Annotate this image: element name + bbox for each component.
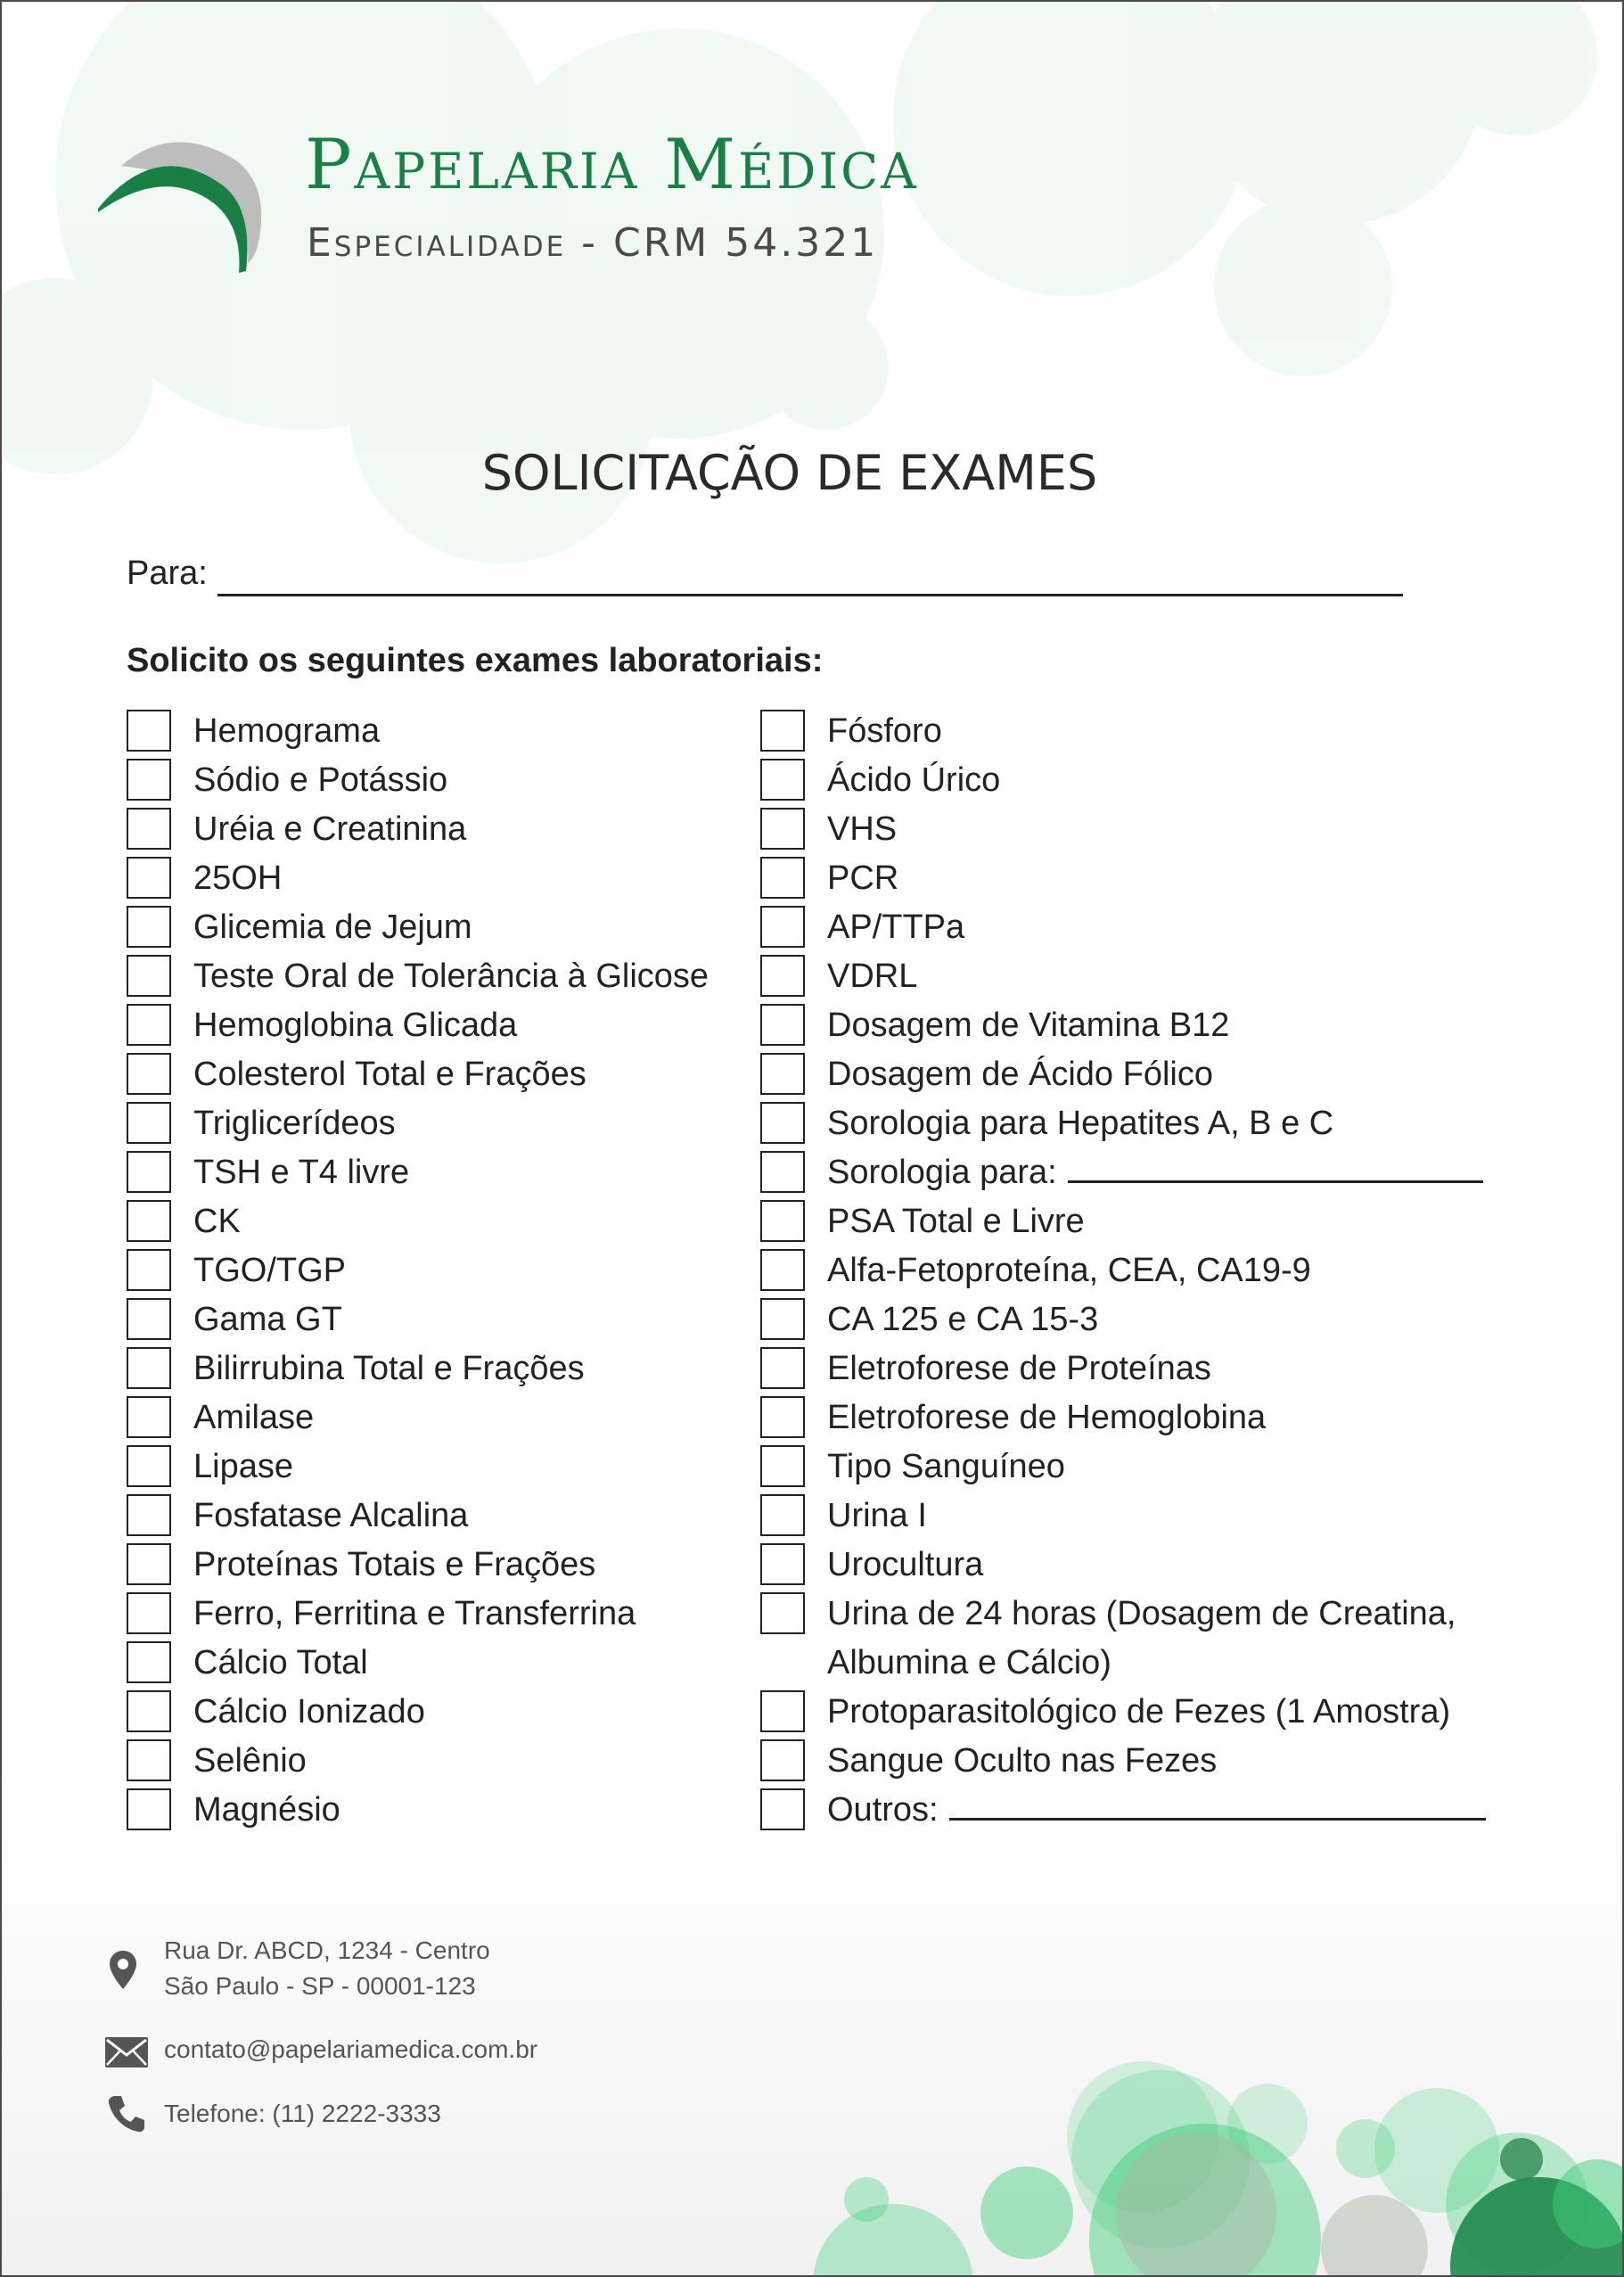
exam-label: Uréia e Creatinina [193, 810, 467, 848]
exam-checkbox[interactable] [760, 1151, 805, 1193]
exam-checkbox[interactable] [760, 906, 805, 948]
exam-checkbox[interactable] [127, 759, 171, 801]
exam-label: Cálcio Ionizado [193, 1693, 425, 1730]
exam-checkbox[interactable] [127, 1249, 171, 1291]
exam-checkbox[interactable] [127, 808, 171, 850]
exam-label: Urina I [827, 1497, 927, 1534]
exam-checkbox[interactable] [127, 1592, 171, 1634]
exam-checkbox[interactable] [127, 1004, 171, 1046]
exam-item [760, 1590, 1509, 1688]
exam-item [760, 952, 1509, 1001]
exam-item [127, 1393, 750, 1443]
exam-label: Teste Oral de Tolerância à Glicose [193, 958, 709, 995]
exam-label: TGO/TGP [193, 1252, 346, 1289]
exam-checkbox[interactable] [760, 1739, 805, 1781]
exam-checkbox[interactable] [760, 1249, 805, 1291]
exam-item [760, 1344, 1509, 1393]
exam-checkbox[interactable] [760, 1690, 805, 1732]
exam-label: Tipo Sanguíneo [827, 1448, 1065, 1485]
exam-checkbox[interactable] [127, 1739, 171, 1781]
exam-item [127, 1639, 750, 1688]
exam-item [760, 1393, 1509, 1443]
exam-label: VHS [827, 810, 898, 848]
exam-label: Sódio e Potássio [193, 761, 448, 799]
exam-item [760, 1197, 1509, 1246]
exam-checkbox[interactable] [760, 1445, 805, 1487]
exam-item [127, 1050, 750, 1099]
outros-blank-line[interactable] [949, 1818, 1486, 1821]
exam-item [760, 1099, 1509, 1148]
exam-label: Dosagem de Vitamina B12 [827, 1007, 1230, 1044]
exam-item [127, 1148, 750, 1197]
exam-checkbox[interactable] [760, 1543, 805, 1585]
exam-label: Ácido Úrico [827, 761, 1001, 799]
exam-checkbox[interactable] [127, 1102, 171, 1144]
exam-label: CA 125 e CA 15-3 [827, 1301, 1099, 1338]
exam-item [127, 854, 750, 903]
exam-label: Hemoglobina Glicada [193, 1007, 518, 1044]
exam-item [760, 1786, 1509, 1835]
exam-checkbox[interactable] [760, 955, 805, 997]
exam-checkbox[interactable] [127, 1347, 171, 1389]
exam-checkbox[interactable] [127, 1543, 171, 1585]
exam-label: Urina de 24 horas (Dosagem de Creatina, Albumina e Cálcio) [827, 1595, 1456, 1681]
exam-label: Gama GT [193, 1301, 342, 1338]
exam-label: Dosagem de Ácido Fólico [827, 1056, 1213, 1093]
exam-item [127, 952, 750, 1001]
phone-icon [107, 2094, 146, 2133]
exam-label: Selênio [193, 1742, 307, 1780]
exam-checkbox[interactable] [127, 1053, 171, 1095]
exam-checkbox[interactable] [760, 1053, 805, 1095]
exam-checkbox[interactable] [127, 906, 171, 948]
address-line-1: Rua Dr. ABCD, 1234 - Centro [164, 1936, 490, 1964]
exam-item [760, 1050, 1509, 1099]
exam-label: Protoparasitológico de Fezes (1 Amostra) [827, 1693, 1451, 1730]
exam-checkbox[interactable] [127, 1151, 171, 1193]
exam-item [127, 1344, 750, 1393]
exam-item [760, 1295, 1509, 1344]
exam-label: Amilase [193, 1399, 315, 1436]
exam-checkbox[interactable] [127, 1200, 171, 1242]
exams-heading: Solicito os seguintes exames laboratoriais: [127, 642, 824, 679]
exam-item [127, 1246, 750, 1295]
exam-checkbox[interactable] [760, 857, 805, 899]
exam-checkbox[interactable] [127, 1298, 171, 1340]
exam-checkbox[interactable] [760, 1494, 805, 1536]
exam-checkbox[interactable] [760, 1788, 805, 1830]
exam-label: Bilirrubina Total e Frações [193, 1350, 585, 1387]
exam-item [127, 1001, 750, 1050]
exam-item [127, 903, 750, 952]
exam-item [127, 1786, 750, 1835]
exam-checkbox[interactable] [127, 1788, 171, 1830]
exam-item [127, 1197, 750, 1246]
exam-label: VDRL [827, 958, 918, 995]
exam-label: CK [193, 1203, 241, 1240]
recipient-blank-line[interactable] [217, 594, 1403, 596]
exam-label: Glicemia de Jejum [193, 908, 472, 946]
recipient-label: Para: [127, 555, 208, 592]
exam-item [760, 1737, 1509, 1786]
exam-item [127, 1590, 750, 1639]
exam-label: Alfa-Fetoproteína, CEA, CA19-9 [827, 1252, 1311, 1289]
exam-label: PSA Total e Livre [827, 1203, 1085, 1240]
exam-label [827, 1786, 1509, 1835]
exam-label: Ferro, Ferritina e Transferrina [193, 1595, 636, 1632]
exam-list-left [127, 707, 750, 1835]
exam-item [760, 1246, 1509, 1295]
exam-label: Eletroforese de Proteínas [827, 1350, 1211, 1387]
exam-checkbox[interactable] [127, 1494, 171, 1536]
exam-label: 25OH [193, 859, 283, 897]
exam-checkbox[interactable] [760, 1298, 805, 1340]
recipient-field [127, 555, 1410, 599]
envelope-icon [105, 2037, 148, 2067]
exam-item [760, 756, 1509, 805]
exam-checkbox[interactable] [760, 1347, 805, 1389]
exam-item [127, 707, 750, 756]
exam-label: Colesterol Total e Frações [193, 1056, 586, 1093]
exam-label: Proteínas Totais e Frações [193, 1546, 596, 1583]
exam-item [127, 805, 750, 854]
exam-checkbox[interactable] [760, 759, 805, 801]
exam-item [127, 1443, 750, 1492]
phone-text[interactable]: Telefone: (11) 2222-3333 [164, 2100, 441, 2127]
email-text[interactable]: contato@papelariamedica.com.br [164, 2035, 538, 2063]
address-line-2: São Paulo - SP - 00001-123 [164, 1972, 476, 2000]
exam-item [760, 854, 1509, 903]
exam-item [127, 756, 750, 805]
exam-label: Urocultura [827, 1546, 984, 1583]
exam-label: TSH e T4 livre [193, 1154, 410, 1191]
exam-checkbox[interactable] [760, 1396, 805, 1438]
exam-item [127, 1099, 750, 1148]
exam-item [127, 1541, 750, 1590]
exam-item [760, 805, 1509, 854]
exam-label: Hemograma [193, 712, 381, 750]
exam-label: Fosfatase Alcalina [193, 1497, 469, 1534]
exam-checkbox[interactable] [760, 1004, 805, 1046]
exam-item [760, 707, 1509, 756]
exam-checkbox[interactable] [127, 710, 171, 752]
exam-label: Lipase [193, 1448, 293, 1485]
sorologia-blank-line[interactable] [1068, 1180, 1483, 1183]
exam-list-right [760, 707, 1509, 1835]
exam-label: Triglicerídeos [193, 1105, 396, 1142]
exam-label: Cálcio Total [193, 1644, 368, 1681]
outros-label: Outros: [827, 1791, 939, 1829]
exam-label: PCR [827, 859, 899, 897]
exam-item [760, 1148, 1509, 1197]
exam-label: AP/TTPa [827, 908, 965, 946]
exam-item [760, 1443, 1509, 1492]
exam-checkbox[interactable] [127, 1641, 171, 1683]
sorologia-label: Sorologia para: [827, 1154, 1057, 1191]
exam-checkbox[interactable] [127, 857, 171, 899]
exam-label: Eletroforese de Hemoglobina [827, 1399, 1267, 1436]
exam-item [760, 1001, 1509, 1050]
exam-item [127, 1492, 750, 1541]
exam-checkbox[interactable] [127, 1445, 171, 1487]
exam-checkbox[interactable] [760, 1200, 805, 1242]
exam-checkbox[interactable] [760, 808, 805, 850]
exam-label: Fósforo [827, 712, 942, 750]
exam-checkbox[interactable] [760, 1592, 805, 1634]
swoosh-logo-icon [91, 127, 269, 278]
document-title: SOLICITAÇÃO DE EXAMES [481, 445, 1098, 501]
exam-label [827, 1148, 1509, 1197]
exam-checkbox[interactable] [127, 955, 171, 997]
exam-item [127, 1737, 750, 1786]
exam-item [127, 1295, 750, 1344]
brand-subtitle: Especialidade - CRM 54.321 [307, 220, 879, 266]
exam-checkbox[interactable] [127, 1690, 171, 1732]
exam-checkbox[interactable] [760, 1102, 805, 1144]
map-pin-icon [107, 1949, 139, 1992]
exam-item [760, 1492, 1509, 1541]
exam-item [760, 1541, 1509, 1590]
exam-label: Sorologia para Hepatites A, B e C [827, 1105, 1334, 1142]
exam-item [127, 1688, 750, 1737]
exam-checkbox[interactable] [760, 710, 805, 752]
exam-item [760, 903, 1509, 952]
exam-label: Sangue Oculto nas Fezes [827, 1742, 1218, 1780]
brand-name: Papelaria Médica [305, 125, 919, 205]
exam-label: Magnésio [193, 1791, 340, 1829]
exam-checkbox[interactable] [127, 1396, 171, 1438]
exam-item [760, 1688, 1509, 1737]
